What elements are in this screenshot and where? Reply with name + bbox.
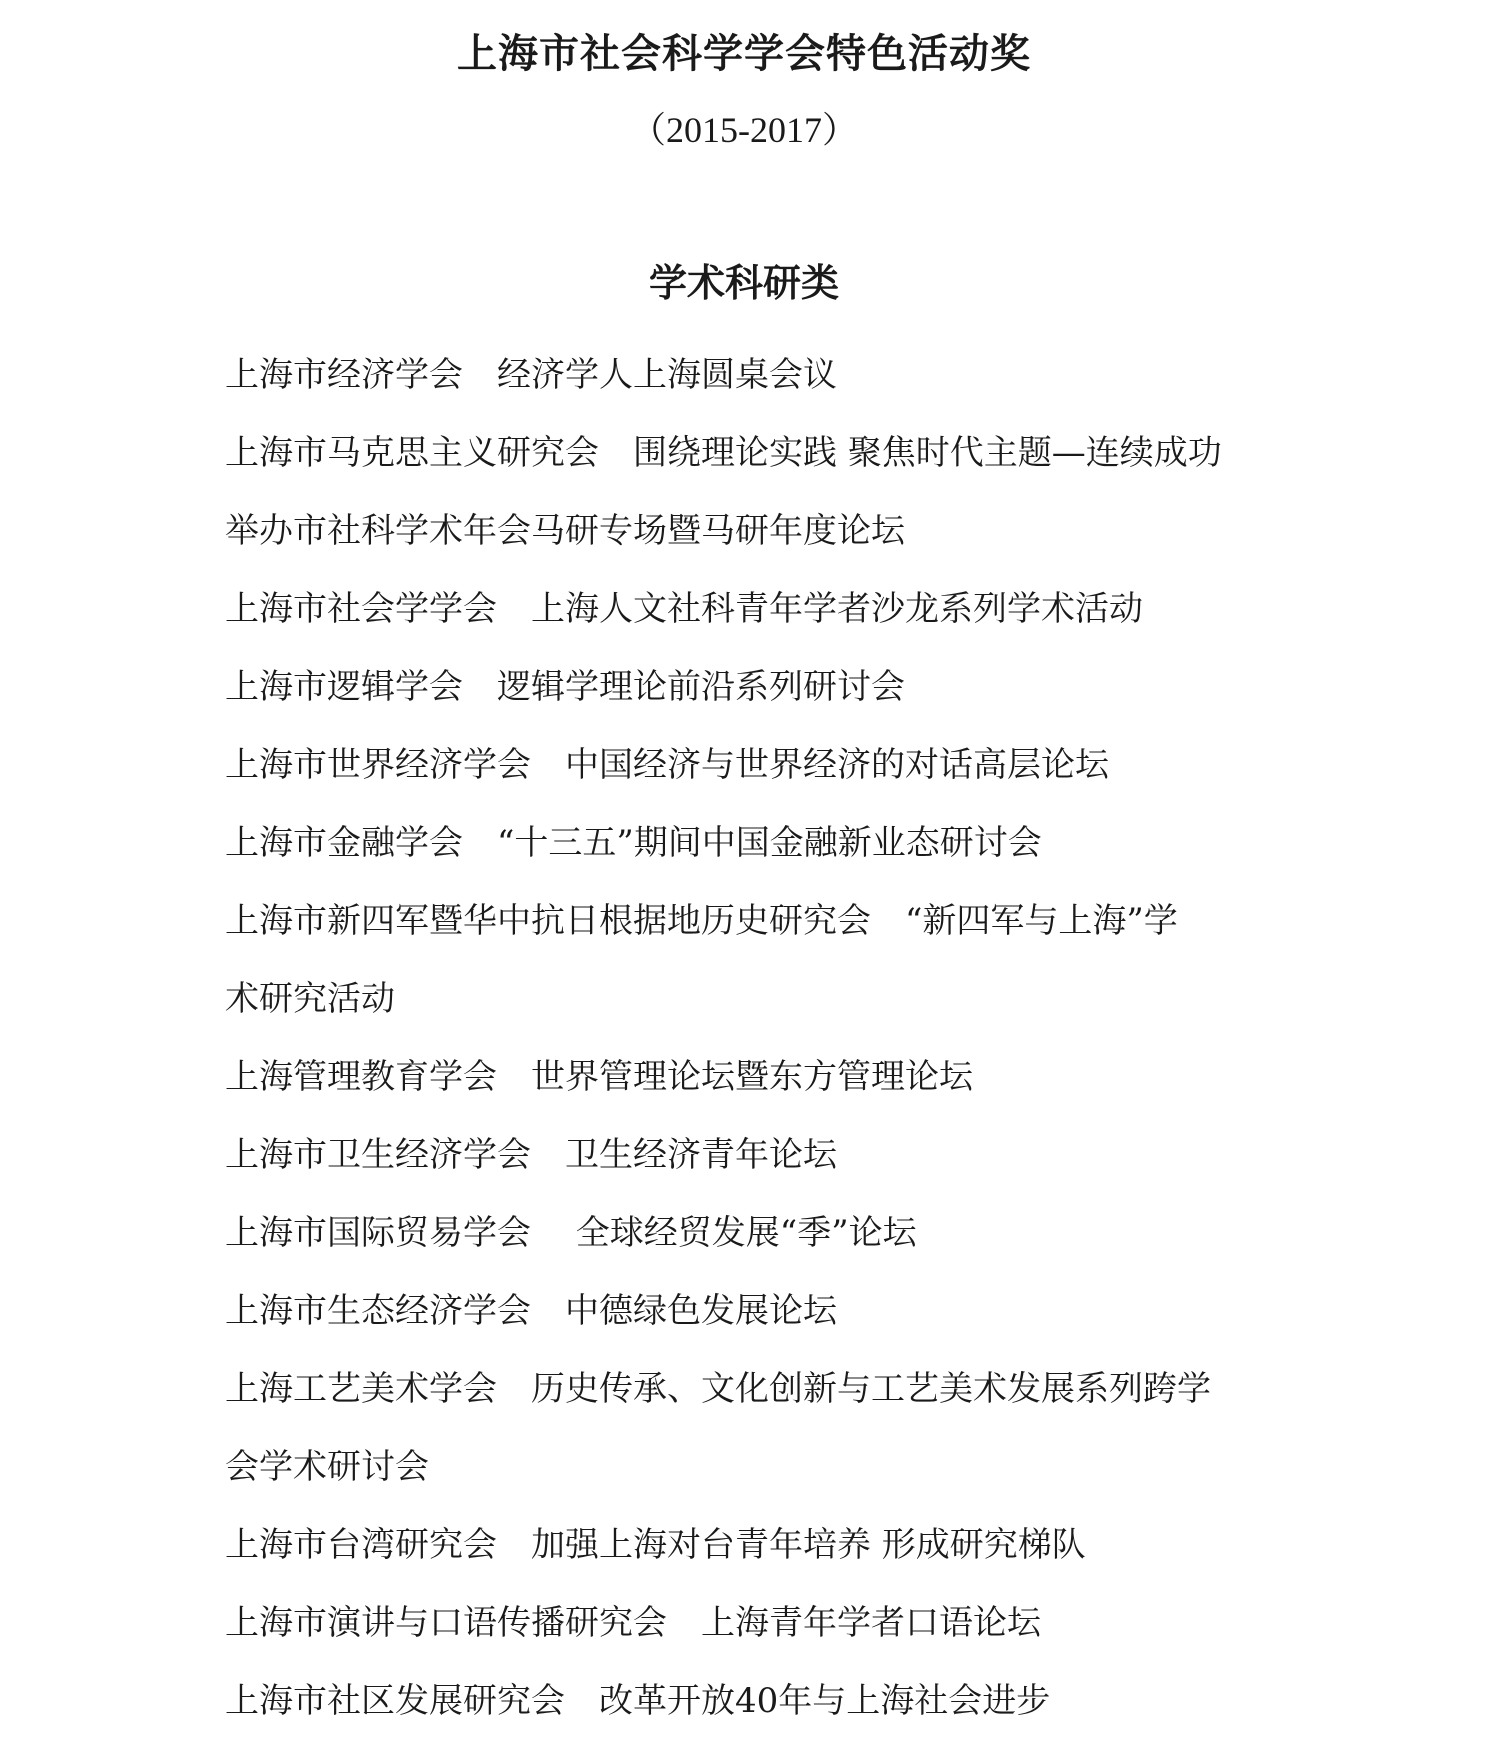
list-item: 上海市国际贸易学会 全球经贸发展“季”论坛 <box>225 1213 917 1253</box>
list-item-continuation: 会学术研讨会 <box>225 1447 429 1487</box>
award-list <box>225 336 1265 1740</box>
list-item: 上海市生态经济学会 中德绿色发展论坛 <box>225 1291 837 1331</box>
date-range: （2015-2017） <box>630 110 858 150</box>
list-item: 上海市演讲与口语传播研究会 上海青年学者口语论坛 <box>225 1603 1041 1643</box>
list-item: 上海市新四军暨华中抗日根据地历史研究会 “新四军与上海”学 <box>225 901 1178 941</box>
list-item: 上海工艺美术学会 历史传承、文化创新与工艺美术发展系列跨学 <box>225 1369 1211 1409</box>
list-item: 上海市台湾研究会 加强上海对台青年培养 形成研究梯队 <box>225 1525 1086 1565</box>
list-item: 上海市经济学会 经济学人上海圆桌会议 <box>225 355 837 395</box>
page-title: 上海市社会科学学会特色活动奖 <box>457 31 1031 77</box>
list-item: 上海市金融学会 “十三五”期间中国金融新业态研讨会 <box>225 823 1042 863</box>
category-heading: 学术科研类 <box>648 261 839 305</box>
list-item: 上海管理教育学会 世界管理论坛暨东方管理论坛 <box>225 1057 973 1097</box>
list-item: 上海市社区发展研究会 改革开放40年与上海社会进步 <box>225 1681 1051 1721</box>
list-item-continuation: 举办市社科学术年会马研专场暨马研年度论坛 <box>225 511 905 551</box>
list-item: 上海市马克思主义研究会 围绕理论实践 聚焦时代主题—连续成功 <box>225 433 1222 473</box>
list-item: 上海市卫生经济学会 卫生经济青年论坛 <box>225 1135 837 1175</box>
list-item: 上海市社会学学会 上海人文社科青年学者沙龙系列学术活动 <box>225 589 1143 629</box>
list-item-continuation: 术研究活动 <box>225 979 395 1019</box>
list-item: 上海市逻辑学会 逻辑学理论前沿系列研讨会 <box>225 667 905 707</box>
list-item: 上海市世界经济学会 中国经济与世界经济的对话高层论坛 <box>225 745 1109 785</box>
